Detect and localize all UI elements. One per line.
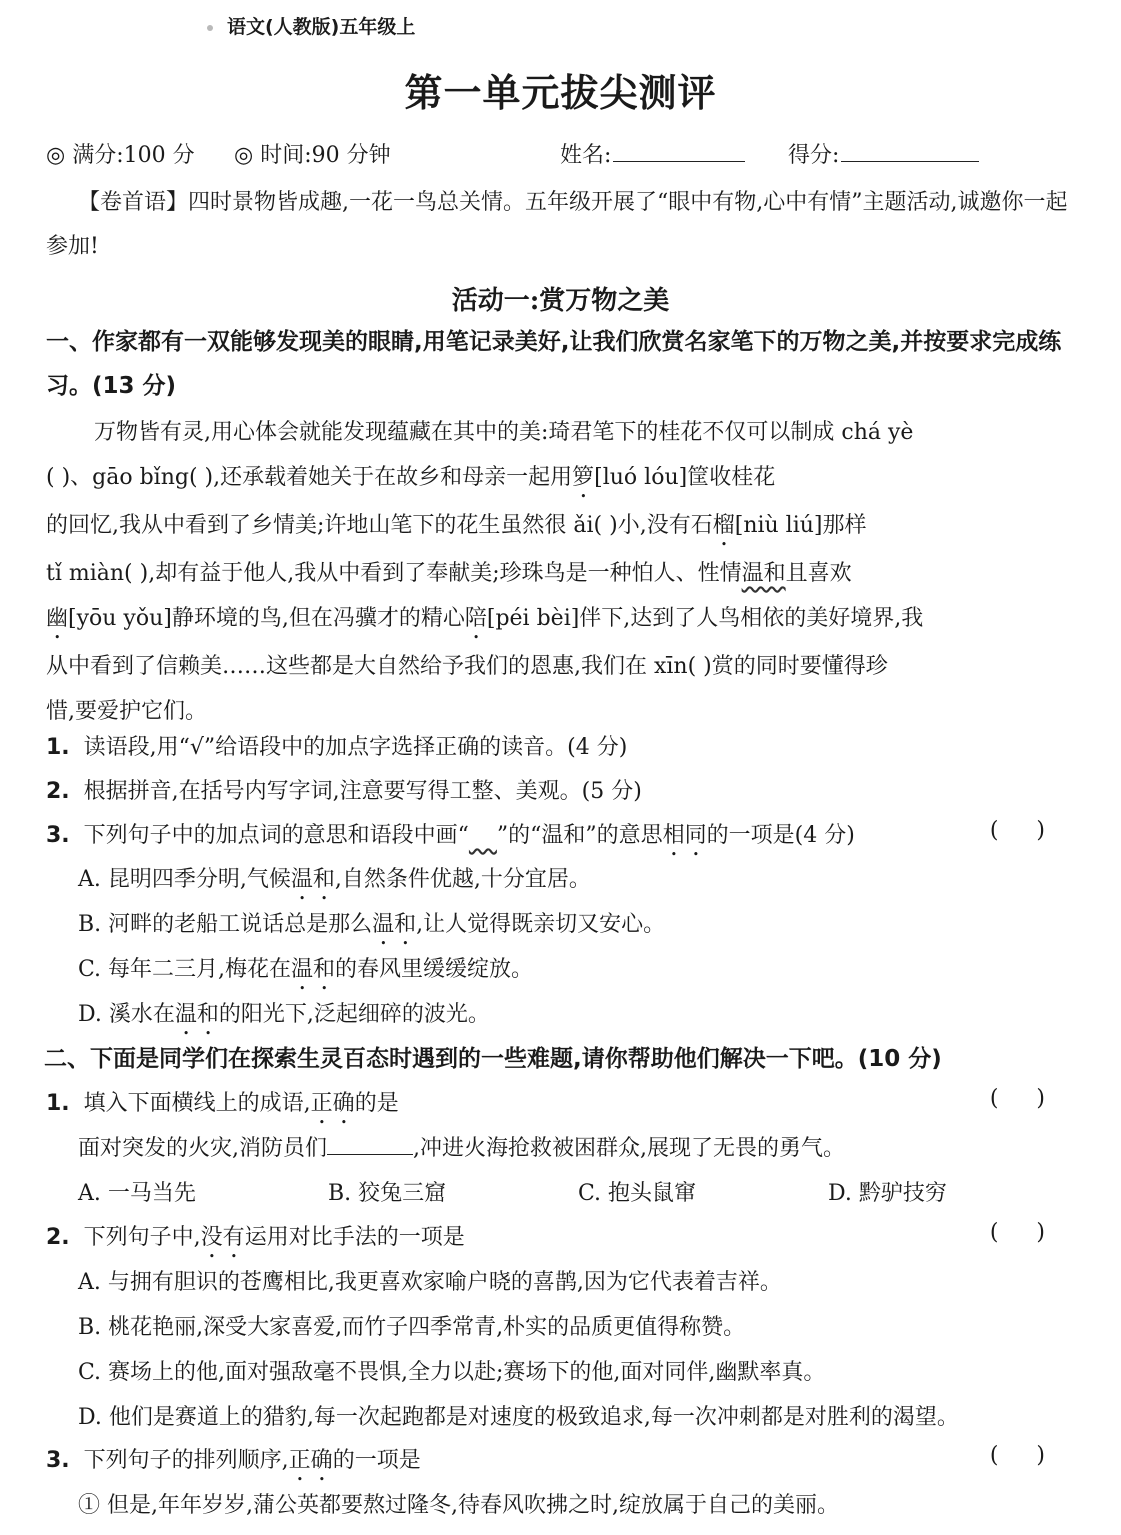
name-field[interactable]: 姓名: bbox=[560, 138, 745, 169]
option-c[interactable]: C. 抱头鼠窜 bbox=[578, 1181, 697, 1206]
question-1-1: 1. 读语段,用“√”给语段中的加点字选择正确的读音。(4 分) bbox=[46, 735, 628, 760]
passage-line: 惜,要爱护它们。 bbox=[46, 699, 207, 724]
option-d[interactable]: D. 溪水在温和的阳光下,泛起细碎的波光。 bbox=[78, 1002, 490, 1027]
option-a[interactable]: A. 与拥有胆识的苍鹰相比,我更喜欢家喻户晓的喜鹊,因为它代表着吉祥。 bbox=[78, 1270, 782, 1295]
option-a[interactable]: A. 一马当先 bbox=[78, 1181, 196, 1206]
idiom-options bbox=[78, 1176, 1078, 1207]
option-c[interactable]: C. 每年二三月,梅花在温和的春风里缓缓绽放。 bbox=[78, 957, 534, 982]
question-1-2: 2. 根据拼音,在括号内写字词,注意要写得工整、美观。(5 分) bbox=[46, 779, 642, 804]
passage-line: 的回忆,我从中看到了乡情美;许地山笔下的花生虽然很 ǎi( )小,没有石榴[niù liú]那样 bbox=[46, 513, 867, 538]
answer-bracket[interactable]: () bbox=[989, 818, 1083, 843]
sentence-item-1: ① 但是,年年岁岁,蒲公英都要熬过隆冬,待春风吹拂之时,绽放属于自己的美丽。 bbox=[78, 1493, 839, 1518]
question-2-3: 3. 下列句子的排列顺序,正确的一项是 bbox=[46, 1448, 421, 1473]
bullet-dot-icon bbox=[207, 25, 213, 31]
question-1-3: 3. 下列句子中的加点词的意思和语段中画“ ”的“温和”的意思相同的一项是(4 分) bbox=[46, 823, 855, 848]
passage-line: 幽[yōu yǒu]静环境的鸟,但在冯骥才的精心陪[péi bèi]伴下,达到了人鸟相依的美好境界,我 bbox=[46, 606, 924, 631]
full-score: ◎ 满分:100 分 bbox=[46, 143, 195, 168]
answer-bracket[interactable]: () bbox=[989, 1443, 1083, 1468]
section-2-heading: 二、下面是同学们在探索生灵百态时遇到的一些难题,请你帮助他们解决一下吧。(10 分) bbox=[44, 1046, 942, 1072]
option-a[interactable]: A. 昆明四季分明,气候温和,自然条件优越,十分宜居。 bbox=[78, 867, 591, 892]
idiom-blank[interactable] bbox=[327, 1136, 413, 1155]
score-field[interactable]: 得分: bbox=[788, 138, 979, 169]
passage-line: tǐ miàn( ),却有益于他人,我从中看到了奉献美;珍珠鸟是一种怕人、性情温和且喜欢 bbox=[46, 561, 852, 586]
preface: 【卷首语】四时景物皆成趣,一花一鸟总关情。五年级开展了“眼中有物,心中有情”主题活动,诚邀你一起参加! bbox=[46, 190, 1068, 259]
running-header: 语文(人教版)五年级上 bbox=[207, 12, 415, 39]
answer-bracket[interactable]: () bbox=[989, 1086, 1083, 1111]
option-d[interactable]: D. 他们是赛道上的猎豹,每一次起跑都是对速度的极致追求,每一次冲刺都是对胜利的渴望。 bbox=[78, 1405, 959, 1430]
idiom-sentence: 面对突发的火灾,消防员们 ,冲进火海抢救被困群众,展现了无畏的勇气。 bbox=[78, 1136, 845, 1161]
option-c[interactable]: C. 赛场上的他,面对强敌毫不畏惧,全力以赴;赛场下的他,面对同伴,幽默率真。 bbox=[78, 1360, 826, 1385]
activity-heading: 活动一:赏万物之美 bbox=[451, 286, 670, 316]
option-d[interactable]: D. 黔驴技穷 bbox=[828, 1181, 947, 1206]
option-b[interactable]: B. 桃花艳丽,深受大家喜爱,而竹子四季常青,朴实的品质更值得称赞。 bbox=[78, 1315, 746, 1340]
option-b[interactable]: B. 狡兔三窟 bbox=[328, 1181, 447, 1206]
passage bbox=[46, 410, 1086, 734]
passage-line: ( )、gāo bǐng( ),还承载着她关于在故乡和母亲一起用箩[luó lóu]筐收桂花 bbox=[46, 465, 776, 490]
passage-line: 从中看到了信赖美……这些都是大自然给予我们的恩惠,我们在 xīn( )赏的同时要懂得珍 bbox=[46, 654, 888, 679]
option-b[interactable]: B. 河畔的老船工说话总是那么温和,让人觉得既亲切又安心。 bbox=[78, 912, 666, 937]
score-blank[interactable] bbox=[841, 141, 979, 162]
question-2-1: 1. 填入下面横线上的成语,正确的是 bbox=[46, 1091, 399, 1116]
section-1-heading: 一、作家都有一双能够发现美的眼睛,用笔记录美好,让我们欣赏名家笔下的万物之美,并按要求完成练习。(13 分) bbox=[46, 329, 1062, 399]
time-limit: ◎ 时间:90 分钟 bbox=[234, 143, 391, 168]
answer-bracket[interactable]: () bbox=[989, 1220, 1083, 1245]
name-blank[interactable] bbox=[613, 141, 745, 162]
passage-line: 万物皆有灵,用心体会就能发现蕴藏在其中的美:琦君笔下的桂花不仅可以制成 chá yè bbox=[94, 420, 914, 445]
page-title: 第一单元拔尖测评 bbox=[404, 71, 717, 115]
question-2-2: 2. 下列句子中,没有运用对比手法的一项是 bbox=[46, 1225, 465, 1250]
